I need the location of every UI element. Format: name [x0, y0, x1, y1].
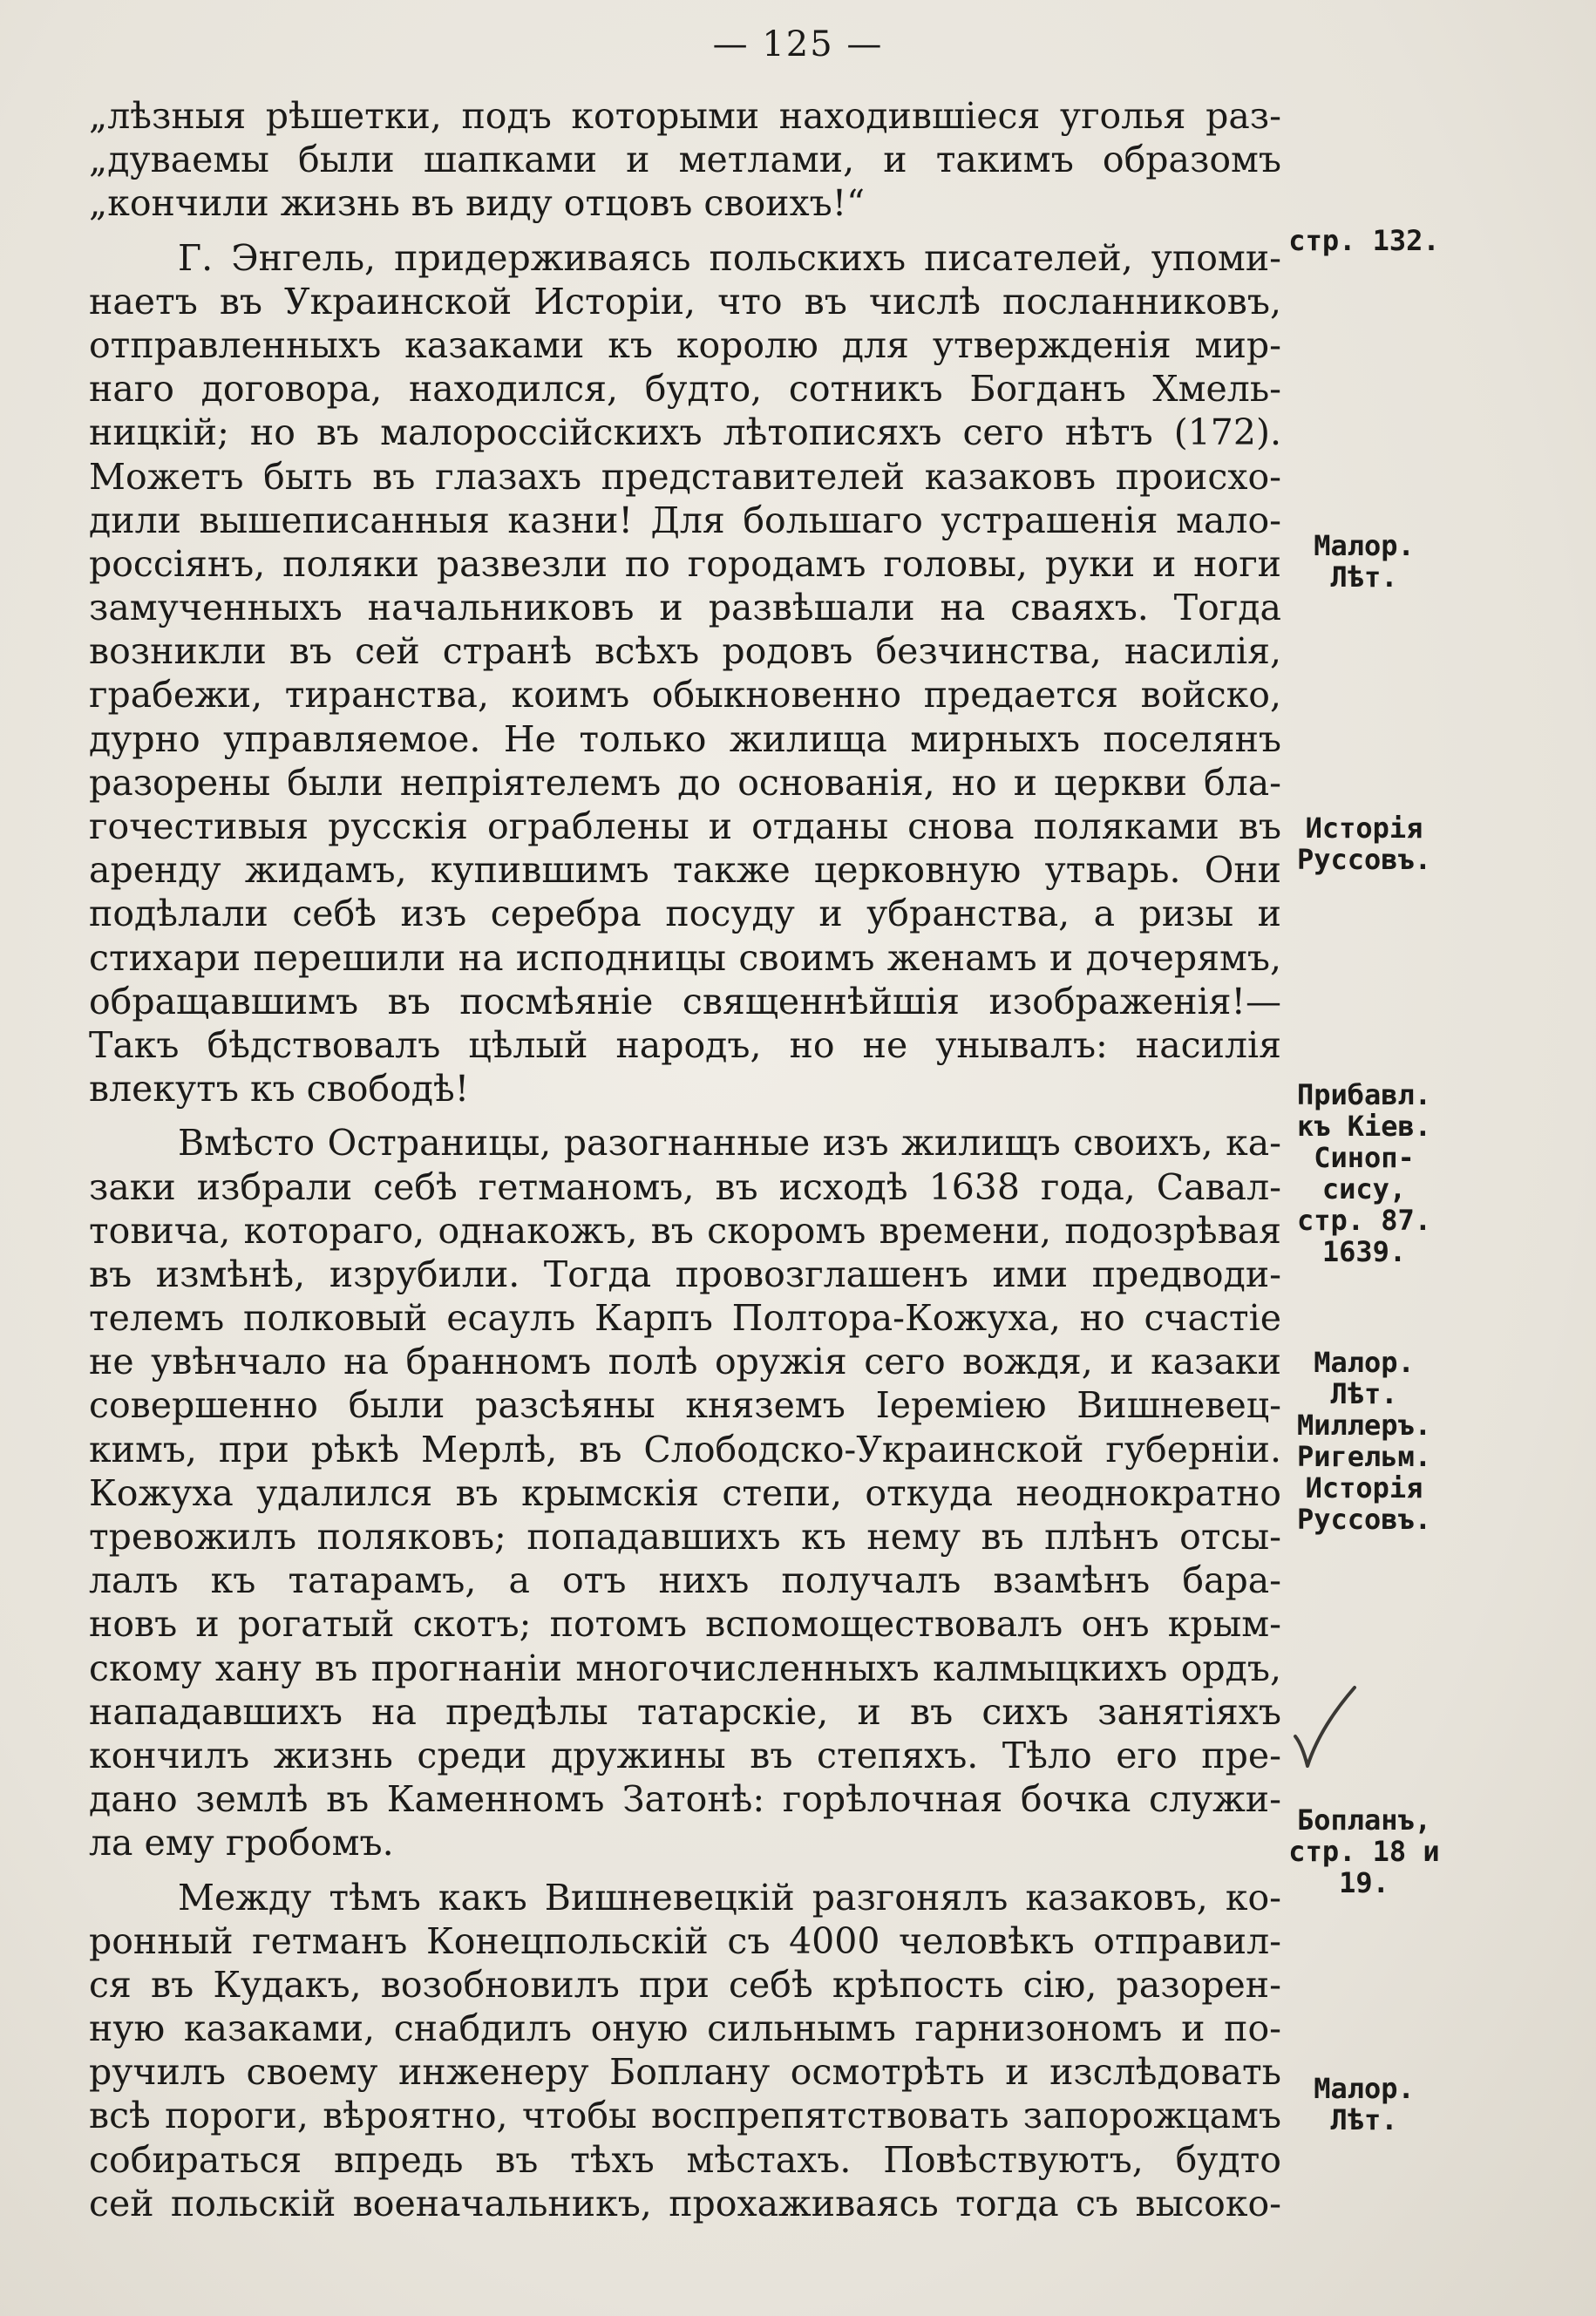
- margin-note-5: [1281, 1347, 1447, 1535]
- margin-note-line: стр. 87.: [1296, 1204, 1432, 1237]
- text-line: новъ и рогатый скотъ; потомъ вспомоществовалъ онъ крым-: [89, 1603, 1281, 1646]
- text-line: въ измѣнѣ, изрубили. Тогда провозглашенъ ими предводи-: [89, 1253, 1281, 1295]
- text-line: разорены были непріятелемъ до основанія, но и церкви бла-: [89, 761, 1281, 804]
- margin-note-4: [1281, 1079, 1447, 1267]
- margin-note-line: Исторія: [1305, 1471, 1423, 1504]
- text-line: кончилъ жизнь среди дружины въ степяхъ. Тѣло его пре-: [89, 1734, 1281, 1776]
- text-line: кимъ, при рѣкѣ Мерлѣ, въ Слободско-Украинской губерніи.: [89, 1428, 1281, 1470]
- margin-note-line: 1639.: [1321, 1235, 1407, 1268]
- text-line: „дуваемы были шапками и метлами, и такимъ образомъ: [89, 139, 1281, 181]
- margin-note-line: Миллеръ.: [1296, 1409, 1432, 1442]
- text-line: возникли въ сей странѣ всѣхъ родовъ безчинства, насилія,: [89, 630, 1281, 673]
- text-line: ся въ Кудакъ, возобновилъ при себѣ крѣпость сію, разорен-: [89, 1963, 1281, 2006]
- margin-note-line: Малор.: [1314, 2072, 1415, 2105]
- text-line: товича, котораго, однакожъ, въ скоромъ времени, подозрѣвая: [89, 1209, 1281, 1252]
- margin-note-line: Синоп-: [1314, 1141, 1415, 1174]
- text-line: нападавшихъ на предѣлы татарскіе, и въ сихъ занятіяхъ: [89, 1690, 1281, 1733]
- body-text: [89, 94, 1281, 2225]
- margin-note-6: [1281, 1804, 1447, 1898]
- text-line: влекутъ къ свободѣ!: [89, 1068, 470, 1110]
- text-line: дили вышеписанныя казни! Для большаго устрашенія мало-: [89, 499, 1281, 541]
- text-line: собираться впредь въ тѣхъ мѣстахъ. Повѣствуютъ, будто: [89, 2138, 1281, 2181]
- text-line: гочестивыя русскія ограблены и отданы снова поляками въ: [89, 805, 1281, 847]
- text-line: „лѣзныя рѣшетки, подъ которыми находившіеся уголья раз-: [89, 95, 1281, 137]
- text-line: всѣ пороги, вѣроятно, чтобы воспрепятствовать запорожцамъ: [89, 2095, 1281, 2137]
- text-line: ла ему гробомъ.: [89, 1822, 394, 1864]
- text-line: ницкій; но въ малороссійскихъ лѣтописяхъ сего нѣтъ (172).: [89, 411, 1281, 454]
- paragraph-3: [89, 1121, 1281, 1864]
- text-line: Такъ бѣдствовалъ цѣлый народъ, но не унывалъ: насилія: [89, 1023, 1281, 1066]
- margin-note-line: Ригельм.: [1296, 1440, 1432, 1473]
- margin-note-line: къ Кіев.: [1296, 1110, 1432, 1143]
- text-line: „кончили жизнь въ виду отцовъ своихъ!“: [89, 182, 866, 225]
- margin-note-line: Лѣт.: [1330, 1377, 1398, 1410]
- text-line: дано землѣ въ Каменномъ Затонѣ: горѣлочная бочка служи-: [89, 1778, 1281, 1821]
- text-line: сей польскій военачальникъ, прохаживаясь тогда съ высоко-: [89, 2182, 1281, 2224]
- text-line: аренду жидамъ, купившимъ также церковную утварь. Они: [89, 849, 1281, 892]
- margin-note-line: 19.: [1339, 1866, 1389, 1899]
- text-line: замученныхъ начальниковъ и развѣшали на сваяхъ. Тогда: [89, 587, 1281, 629]
- margin-note-line: Малор.: [1314, 529, 1415, 562]
- margin-note-line: Руссовъ.: [1296, 1503, 1432, 1536]
- text-line: Г. Энгель, придерживаясь польскихъ писателей, упоми-: [178, 236, 1281, 279]
- text-line: ронный гетманъ Конецпольскій съ 4000 человѣкъ отправил-: [89, 1919, 1281, 1962]
- text-line: Кожуха удалился въ крымскія степи, откуда неоднократно: [89, 1471, 1281, 1514]
- text-line: наетъ въ Украинской Исторіи, что въ числѣ посланниковъ,: [89, 280, 1281, 323]
- text-line: наго договора, находился, будто, сотникъ Богданъ Хмель-: [89, 368, 1281, 411]
- margin-note-line: Руссовъ.: [1296, 843, 1432, 876]
- text-line: ручилъ своему инженеру Боплану осмотрѣть и изслѣдовать: [89, 2051, 1281, 2094]
- margin-note-line: Малор.: [1314, 1346, 1415, 1379]
- margin-note-3: [1281, 812, 1447, 875]
- text-line: подѣлали себѣ изъ серебра посуду и убранства, а ризы и: [89, 893, 1281, 935]
- margin-note-7: [1281, 2073, 1447, 2136]
- margin-note-line: Лѣт.: [1330, 560, 1398, 594]
- text-line: телемъ полковый есаулъ Карпъ Полтора-Кожуха, но счастіе: [89, 1297, 1281, 1340]
- text-line: тревожилъ поляковъ; попадавшихъ къ нему въ плѣнъ отсы-: [89, 1516, 1281, 1558]
- text-line: Вмѣсто Остраницы, разогнанные изъ жилищъ своихъ, ка-: [178, 1122, 1281, 1165]
- text-line: россіянъ, поляки развезли по городамъ головы, руки и ноги: [89, 542, 1281, 585]
- margin-note-2: [1281, 530, 1447, 593]
- text-line: заки избрали себѣ гетманомъ, въ исходѣ 1638 года, Савал-: [89, 1165, 1281, 1208]
- margin-note-line: Прибавл.: [1296, 1078, 1432, 1111]
- text-line: Между тѣмъ какъ Вишневецкій разгонялъ казаковъ, ко-: [178, 1876, 1281, 1919]
- margin-note-line: Лѣт.: [1330, 2103, 1398, 2136]
- margin-note-1: [1281, 225, 1447, 256]
- text-line: не увѣнчало на бранномъ полѣ оружія сего вождя, и казаки: [89, 1341, 1281, 1383]
- paragraph-2: [89, 236, 1281, 1111]
- paragraph-4: [89, 1876, 1281, 2226]
- margin-note-line: Бопланъ,: [1296, 1803, 1432, 1837]
- paragraph-1: [89, 94, 1281, 226]
- text-line: дурно управляемое. Не только жилища мирныхъ поселянъ: [89, 717, 1281, 760]
- text-line: ную казаками, снабдилъ оную сильнымъ гарнизономъ и по-: [89, 2007, 1281, 2050]
- margin-note-line: Исторія: [1305, 812, 1423, 845]
- text-line: лалъ къ татарамъ, а отъ нихъ получалъ взамѣнъ бара-: [89, 1559, 1281, 1602]
- text-line: грабежи, тиранства, коимъ обыкновенно предается войско,: [89, 674, 1281, 717]
- text-line: скому хану въ прогнаніи многочисленныхъ калмыцкихъ ордъ,: [89, 1647, 1281, 1689]
- margin-note-line: стр. 18 и: [1288, 1835, 1440, 1868]
- page-number: — 125 —: [712, 24, 884, 65]
- text-line: Можетъ быть въ глазахъ представителей казаковъ происхо-: [89, 455, 1281, 498]
- pencil-checkmark-icon: [1290, 1682, 1360, 1778]
- text-line: отправленныхъ казаками къ королю для утвержденія мир-: [89, 323, 1281, 366]
- text-line: обращавшимъ въ посмѣяніе священнѣйшія изображенія!—: [89, 980, 1281, 1022]
- margin-note-line: сису,: [1321, 1172, 1407, 1206]
- text-line: стихари перешили на исподницы своимъ женамъ и дочерямъ,: [89, 936, 1281, 979]
- margin-note-line: стр. 132.: [1288, 224, 1440, 257]
- text-line: совершенно были разсѣяны княземъ Іереміею Вишневец-: [89, 1384, 1281, 1427]
